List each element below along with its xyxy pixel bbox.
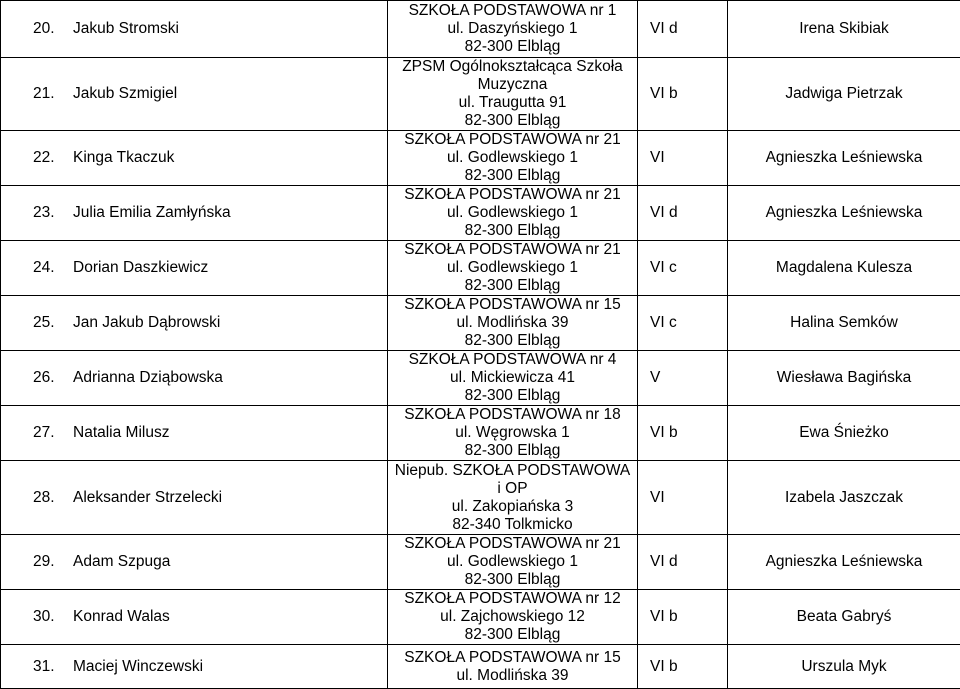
school-line: 82-300 Elbląg bbox=[388, 332, 637, 350]
class-cell: VI d bbox=[638, 186, 728, 241]
class-cell: VI bbox=[638, 461, 728, 535]
row-number: 28. bbox=[33, 489, 73, 507]
school-line: 82-340 Tolkmicko bbox=[388, 516, 637, 534]
school-line: ul. Węgrowska 1 bbox=[388, 424, 637, 442]
participant-cell bbox=[1, 351, 388, 406]
participant-name: Jakub Stromski bbox=[73, 20, 179, 37]
teacher-cell: Urszula Myk bbox=[728, 645, 960, 689]
table-row bbox=[1, 645, 960, 689]
table-row bbox=[1, 1, 960, 58]
participant-cell bbox=[1, 645, 388, 689]
row-number: 20. bbox=[33, 20, 73, 38]
table-row bbox=[1, 351, 960, 406]
row-number: 21. bbox=[33, 85, 73, 103]
school-line: 82-300 Elbląg bbox=[388, 626, 637, 644]
participant-name: Maciej Winczewski bbox=[73, 658, 203, 675]
school-line: SZKOŁA PODSTAWOWA nr 18 bbox=[388, 406, 637, 424]
school-line: SZKOŁA PODSTAWOWA nr 1 bbox=[388, 2, 637, 20]
participant-cell bbox=[1, 131, 388, 186]
class-cell: V bbox=[638, 351, 728, 406]
school-line: ul. Modlińska 39 bbox=[388, 667, 637, 685]
school-line: ul. Zakopiańska 3 bbox=[388, 498, 637, 516]
participant-name: Kinga Tkaczuk bbox=[73, 149, 174, 166]
school-line: SZKOŁA PODSTAWOWA nr 21 bbox=[388, 131, 637, 149]
row-number: 26. bbox=[33, 369, 73, 387]
school-line: 82-300 Elbląg bbox=[388, 38, 637, 56]
class-cell: VI b bbox=[638, 590, 728, 645]
row-number: 27. bbox=[33, 424, 73, 442]
row-number: 23. bbox=[33, 204, 73, 222]
table-row bbox=[1, 461, 960, 535]
row-number: 31. bbox=[33, 658, 73, 676]
school-line: SZKOŁA PODSTAWOWA nr 21 bbox=[388, 186, 637, 204]
school-cell bbox=[388, 186, 638, 241]
row-number: 30. bbox=[33, 608, 73, 626]
school-line: 82-300 Elbląg bbox=[388, 442, 637, 460]
school-line: 82-300 Elbląg bbox=[388, 277, 637, 295]
school-line: ul. Godlewskiego 1 bbox=[388, 553, 637, 571]
school-cell bbox=[388, 131, 638, 186]
results-table-body bbox=[1, 1, 960, 689]
school-cell bbox=[388, 296, 638, 351]
school-line: SZKOŁA PODSTAWOWA nr 12 bbox=[388, 590, 637, 608]
teacher-cell: Izabela Jaszczak bbox=[728, 461, 960, 535]
school-line: 82-300 Elbląg bbox=[388, 222, 637, 240]
school-cell bbox=[388, 1, 638, 58]
participant-cell bbox=[1, 186, 388, 241]
school-cell bbox=[388, 590, 638, 645]
school-line: ul. Zajchowskiego 12 bbox=[388, 608, 637, 626]
participant-cell bbox=[1, 58, 388, 131]
class-cell: VI c bbox=[638, 241, 728, 296]
school-line: ul. Godlewskiego 1 bbox=[388, 259, 637, 277]
school-line: SZKOŁA PODSTAWOWA nr 21 bbox=[388, 535, 637, 553]
school-line: 82-300 Elbląg bbox=[388, 112, 637, 130]
participant-cell bbox=[1, 461, 388, 535]
participant-cell bbox=[1, 590, 388, 645]
class-cell: VI d bbox=[638, 1, 728, 58]
class-cell: VI b bbox=[638, 406, 728, 461]
row-number: 22. bbox=[33, 149, 73, 167]
participant-name: Aleksander Strzelecki bbox=[73, 489, 222, 506]
row-number: 25. bbox=[33, 314, 73, 332]
participant-cell bbox=[1, 296, 388, 351]
school-line: ul. Traugutta 91 bbox=[388, 94, 637, 112]
row-number: 29. bbox=[33, 553, 73, 571]
school-line: ul. Modlińska 39 bbox=[388, 314, 637, 332]
school-line: Muzyczna bbox=[388, 76, 637, 94]
table-row bbox=[1, 186, 960, 241]
table-row bbox=[1, 58, 960, 131]
school-line: 82-300 Elbląg bbox=[388, 387, 637, 405]
school-line: ul. Godlewskiego 1 bbox=[388, 204, 637, 222]
school-cell bbox=[388, 645, 638, 689]
participant-cell bbox=[1, 535, 388, 590]
teacher-cell: Jadwiga Pietrzak bbox=[728, 58, 960, 131]
participant-cell bbox=[1, 406, 388, 461]
teacher-cell: Wiesława Bagińska bbox=[728, 351, 960, 406]
teacher-cell: Beata Gabryś bbox=[728, 590, 960, 645]
school-line: SZKOŁA PODSTAWOWA nr 21 bbox=[388, 241, 637, 259]
class-cell: VI c bbox=[638, 296, 728, 351]
participant-name: Julia Emilia Zamłyńska bbox=[73, 204, 231, 221]
school-line: SZKOŁA PODSTAWOWA nr 15 bbox=[388, 649, 637, 667]
teacher-cell: Irena Skibiak bbox=[728, 1, 960, 58]
class-cell: VI b bbox=[638, 645, 728, 689]
participant-name: Adrianna Dziąbowska bbox=[73, 369, 223, 386]
teacher-cell: Halina Semków bbox=[728, 296, 960, 351]
teacher-cell: Magdalena Kulesza bbox=[728, 241, 960, 296]
school-line: Niepub. SZKOŁA PODSTAWOWA bbox=[388, 462, 637, 480]
participant-cell bbox=[1, 241, 388, 296]
school-line: SZKOŁA PODSTAWOWA nr 4 bbox=[388, 351, 637, 369]
teacher-cell: Agnieszka Leśniewska bbox=[728, 535, 960, 590]
school-line: ul. Godlewskiego 1 bbox=[388, 149, 637, 167]
school-cell bbox=[388, 351, 638, 406]
teacher-cell: Agnieszka Leśniewska bbox=[728, 186, 960, 241]
table-row bbox=[1, 406, 960, 461]
school-cell bbox=[388, 58, 638, 131]
participant-name: Natalia Milusz bbox=[73, 424, 169, 441]
teacher-cell: Agnieszka Leśniewska bbox=[728, 131, 960, 186]
participant-name: Jan Jakub Dąbrowski bbox=[73, 314, 220, 331]
school-line: ul. Mickiewicza 41 bbox=[388, 369, 637, 387]
participant-name: Konrad Walas bbox=[73, 608, 170, 625]
class-cell: VI b bbox=[638, 58, 728, 131]
table-row bbox=[1, 296, 960, 351]
table-row bbox=[1, 535, 960, 590]
row-number: 24. bbox=[33, 259, 73, 277]
class-cell: VI bbox=[638, 131, 728, 186]
class-cell: VI d bbox=[638, 535, 728, 590]
participant-name: Adam Szpuga bbox=[73, 553, 170, 570]
school-cell bbox=[388, 461, 638, 535]
teacher-cell: Ewa Śnieżko bbox=[728, 406, 960, 461]
school-cell bbox=[388, 406, 638, 461]
table-row bbox=[1, 131, 960, 186]
school-cell bbox=[388, 241, 638, 296]
participant-name: Jakub Szmigiel bbox=[73, 85, 177, 102]
table-row bbox=[1, 241, 960, 296]
school-line: SZKOŁA PODSTAWOWA nr 15 bbox=[388, 296, 637, 314]
participant-cell bbox=[1, 1, 388, 58]
school-line: ul. Daszyńskiego 1 bbox=[388, 20, 637, 38]
participant-name: Dorian Daszkiewicz bbox=[73, 259, 208, 276]
school-line: 82-300 Elbląg bbox=[388, 571, 637, 589]
school-line: ZPSM Ogólnokształcąca Szkoła bbox=[388, 58, 637, 76]
table-row bbox=[1, 590, 960, 645]
school-cell bbox=[388, 535, 638, 590]
school-line: i OP bbox=[388, 480, 637, 498]
school-line: 82-300 Elbląg bbox=[388, 167, 637, 185]
